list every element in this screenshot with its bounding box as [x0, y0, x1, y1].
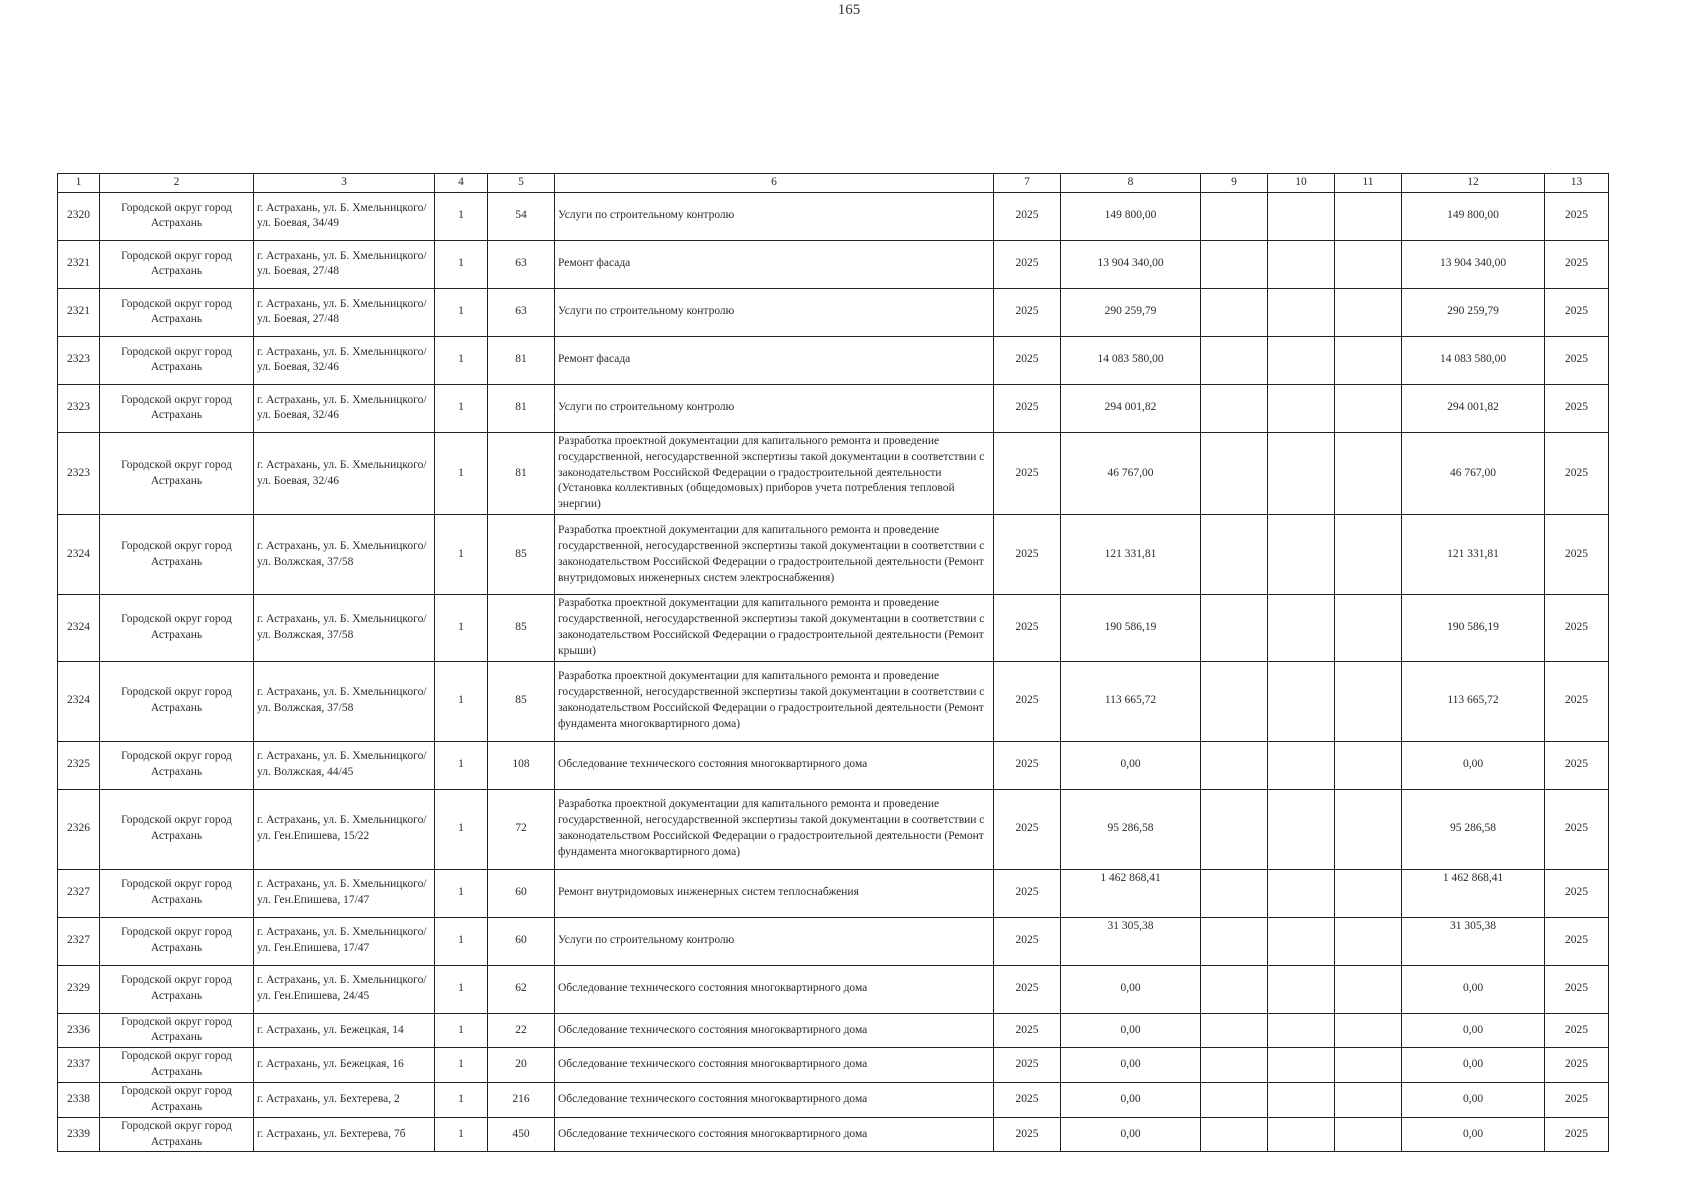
table-row: [58, 192, 1609, 240]
year-cell: 2025: [994, 1117, 1061, 1152]
address-cell: г. Астрахань, ул. Б. Хмельницкого/ ул. Волжская, 44/45: [254, 741, 435, 789]
column-5-cell: 85: [488, 595, 555, 661]
table-body: [58, 192, 1609, 1152]
total-amount-cell: 0,00: [1402, 1083, 1545, 1118]
work-type-cell: Услуги по строительному контролю: [555, 384, 994, 432]
amount-cell: 190 586,19: [1061, 595, 1201, 661]
municipality-cell: Городской округ город Астрахань: [100, 1117, 254, 1152]
column-5-cell: 62: [488, 965, 555, 1013]
work-type-cell: Услуги по строительному контролю: [555, 288, 994, 336]
municipality-cell: Городской округ город Астрахань: [100, 192, 254, 240]
column-5-cell: 108: [488, 741, 555, 789]
year-cell: 2025: [994, 432, 1061, 514]
amount-cell: 113 665,72: [1061, 661, 1201, 741]
row-number-cell: 2327: [58, 869, 100, 917]
column-11-cell: [1335, 1083, 1402, 1118]
column-4-cell: 1: [435, 1048, 488, 1083]
column-9-cell: [1201, 288, 1268, 336]
work-type-cell: Разработка проектной документации для капитального ремонта и проведение государственной, негосударственной экспертизы такой документации в соответствии с законодательством Российской Федерации о градостроительной деятельности (Ремонт фундамента многоквартирного дома): [555, 661, 994, 741]
address-cell: г. Астрахань, ул. Б. Хмельницкого/ ул. Волжская, 37/58: [254, 661, 435, 741]
completion-year-cell: 2025: [1545, 192, 1609, 240]
municipality-cell: Городской округ город Астрахань: [100, 288, 254, 336]
column-4-cell: 1: [435, 515, 488, 595]
municipality-cell: Городской округ город Астрахань: [100, 384, 254, 432]
table-row: [58, 240, 1609, 288]
amount-cell: 149 800,00: [1061, 192, 1201, 240]
work-type-cell: Услуги по строительному контролю: [555, 192, 994, 240]
table-row: [58, 789, 1609, 869]
table-row: [58, 595, 1609, 661]
column-10-cell: [1268, 1048, 1335, 1083]
address-cell: г. Астрахань, ул. Б. Хмельницкого/ ул. Волжская, 37/58: [254, 595, 435, 661]
amount-cell: 14 083 580,00: [1061, 336, 1201, 384]
table-row: [58, 661, 1609, 741]
column-number-header: 10: [1268, 174, 1335, 193]
year-cell: 2025: [994, 1083, 1061, 1118]
column-number-row: [58, 174, 1609, 193]
total-amount-cell: 113 665,72: [1402, 661, 1545, 741]
year-cell: 2025: [994, 869, 1061, 917]
completion-year-cell: 2025: [1545, 661, 1609, 741]
address-cell: г. Астрахань, ул. Б. Хмельницкого/ ул. Ген.Епишева, 17/47: [254, 917, 435, 965]
column-9-cell: [1201, 432, 1268, 514]
municipality-cell: Городской округ город Астрахань: [100, 741, 254, 789]
completion-year-cell: 2025: [1545, 288, 1609, 336]
municipality-cell: Городской округ город Астрахань: [100, 917, 254, 965]
column-5-cell: 450: [488, 1117, 555, 1152]
column-5-cell: 216: [488, 1083, 555, 1118]
column-11-cell: [1335, 917, 1402, 965]
address-cell: г. Астрахань, ул. Б. Хмельницкого/ ул. Боевая, 27/48: [254, 240, 435, 288]
column-number-header: 7: [994, 174, 1061, 193]
total-amount-cell: 121 331,81: [1402, 515, 1545, 595]
year-cell: 2025: [994, 1013, 1061, 1048]
municipality-cell: Городской округ город Астрахань: [100, 869, 254, 917]
row-number-cell: 2324: [58, 515, 100, 595]
address-cell: г. Астрахань, ул. Б. Хмельницкого/ ул. Боевая, 32/46: [254, 384, 435, 432]
column-9-cell: [1201, 869, 1268, 917]
completion-year-cell: 2025: [1545, 1117, 1609, 1152]
total-amount-cell: 13 904 340,00: [1402, 240, 1545, 288]
address-cell: г. Астрахань, ул. Б. Хмельницкого/ ул. Ген.Епишева, 15/22: [254, 789, 435, 869]
work-type-cell: Разработка проектной документации для капитального ремонта и проведение государственной, негосударственной экспертизы такой документации в соответствии с законодательством Российской Федерации о градостроительной деятельности (Ремонт фундамента многоквартирного дома): [555, 789, 994, 869]
column-5-cell: 60: [488, 869, 555, 917]
total-amount-cell: 0,00: [1402, 1013, 1545, 1048]
completion-year-cell: 2025: [1545, 869, 1609, 917]
row-number-cell: 2338: [58, 1083, 100, 1118]
row-number-cell: 2321: [58, 288, 100, 336]
year-cell: 2025: [994, 384, 1061, 432]
table-row: [58, 869, 1609, 917]
column-number-header: 3: [254, 174, 435, 193]
column-number-header: 1: [58, 174, 100, 193]
completion-year-cell: 2025: [1545, 1048, 1609, 1083]
column-9-cell: [1201, 1048, 1268, 1083]
column-9-cell: [1201, 741, 1268, 789]
column-4-cell: 1: [435, 384, 488, 432]
work-type-cell: Обследование технического состояния многоквартирного дома: [555, 1048, 994, 1083]
table-row: [58, 1117, 1609, 1152]
completion-year-cell: 2025: [1545, 515, 1609, 595]
column-number-header: 11: [1335, 174, 1402, 193]
year-cell: 2025: [994, 240, 1061, 288]
amount-cell: 0,00: [1061, 965, 1201, 1013]
completion-year-cell: 2025: [1545, 384, 1609, 432]
column-9-cell: [1201, 336, 1268, 384]
total-amount-cell: 14 083 580,00: [1402, 336, 1545, 384]
completion-year-cell: 2025: [1545, 917, 1609, 965]
column-4-cell: 1: [435, 192, 488, 240]
column-10-cell: [1268, 240, 1335, 288]
amount-cell: 290 259,79: [1061, 288, 1201, 336]
column-11-cell: [1335, 336, 1402, 384]
work-type-cell: Обследование технического состояния многоквартирного дома: [555, 965, 994, 1013]
total-amount-cell: 0,00: [1402, 1117, 1545, 1152]
year-cell: 2025: [994, 917, 1061, 965]
row-number-cell: 2336: [58, 1013, 100, 1048]
column-11-cell: [1335, 384, 1402, 432]
completion-year-cell: 2025: [1545, 336, 1609, 384]
amount-cell: 13 904 340,00: [1061, 240, 1201, 288]
total-amount-cell: 290 259,79: [1402, 288, 1545, 336]
amount-cell: 0,00: [1061, 1083, 1201, 1118]
row-number-cell: 2321: [58, 240, 100, 288]
total-amount-cell: 0,00: [1402, 1048, 1545, 1083]
column-number-header: 5: [488, 174, 555, 193]
row-number-cell: 2323: [58, 432, 100, 514]
column-4-cell: 1: [435, 288, 488, 336]
column-5-cell: 60: [488, 917, 555, 965]
total-amount-cell: 149 800,00: [1402, 192, 1545, 240]
row-number-cell: 2329: [58, 965, 100, 1013]
amount-cell: 46 767,00: [1061, 432, 1201, 514]
amount-cell: 31 305,38: [1061, 917, 1201, 965]
column-10-cell: [1268, 869, 1335, 917]
municipality-cell: Городской округ город Астрахань: [100, 1013, 254, 1048]
column-5-cell: 54: [488, 192, 555, 240]
column-4-cell: 1: [435, 965, 488, 1013]
table-row: [58, 741, 1609, 789]
address-cell: г. Астрахань, ул. Б. Хмельницкого/ ул. Ген.Епишева, 17/47: [254, 869, 435, 917]
municipality-cell: Городской округ город Астрахань: [100, 965, 254, 1013]
municipality-cell: Городской округ город Астрахань: [100, 240, 254, 288]
work-type-cell: Обследование технического состояния многоквартирного дома: [555, 1013, 994, 1048]
completion-year-cell: 2025: [1545, 741, 1609, 789]
total-amount-cell: 95 286,58: [1402, 789, 1545, 869]
amount-cell: 0,00: [1061, 741, 1201, 789]
column-10-cell: [1268, 965, 1335, 1013]
column-5-cell: 81: [488, 432, 555, 514]
total-amount-cell: 294 001,82: [1402, 384, 1545, 432]
completion-year-cell: 2025: [1545, 432, 1609, 514]
table-row: [58, 965, 1609, 1013]
row-number-cell: 2320: [58, 192, 100, 240]
row-number-cell: 2324: [58, 661, 100, 741]
total-amount-cell: 0,00: [1402, 965, 1545, 1013]
column-9-cell: [1201, 1117, 1268, 1152]
year-cell: 2025: [994, 288, 1061, 336]
year-cell: 2025: [994, 741, 1061, 789]
completion-year-cell: 2025: [1545, 240, 1609, 288]
column-9-cell: [1201, 917, 1268, 965]
column-5-cell: 72: [488, 789, 555, 869]
column-number-header: 12: [1402, 174, 1545, 193]
completion-year-cell: 2025: [1545, 789, 1609, 869]
address-cell: г. Астрахань, ул. Бехтерева, 2: [254, 1083, 435, 1118]
table-row: [58, 336, 1609, 384]
column-10-cell: [1268, 336, 1335, 384]
total-amount-cell: 0,00: [1402, 741, 1545, 789]
column-10-cell: [1268, 917, 1335, 965]
column-11-cell: [1335, 240, 1402, 288]
year-cell: 2025: [994, 1048, 1061, 1083]
column-4-cell: 1: [435, 741, 488, 789]
row-number-cell: 2337: [58, 1048, 100, 1083]
row-number-cell: 2323: [58, 384, 100, 432]
amount-cell: 0,00: [1061, 1117, 1201, 1152]
year-cell: 2025: [994, 789, 1061, 869]
column-10-cell: [1268, 432, 1335, 514]
amount-cell: 0,00: [1061, 1048, 1201, 1083]
work-type-cell: Разработка проектной документации для капитального ремонта и проведение государственной, негосударственной экспертизы такой документации в соответствии с законодательством Российской Федерации о градостроительной деятельности (Ремонт внутридомовых инженерных систем электроснабжения): [555, 515, 994, 595]
year-cell: 2025: [994, 515, 1061, 595]
municipality-cell: Городской округ город Астрахань: [100, 515, 254, 595]
column-11-cell: [1335, 741, 1402, 789]
municipality-cell: Городской округ город Астрахань: [100, 789, 254, 869]
column-10-cell: [1268, 384, 1335, 432]
column-9-cell: [1201, 789, 1268, 869]
column-number-header: 6: [555, 174, 994, 193]
column-number-header: 8: [1061, 174, 1201, 193]
column-11-cell: [1335, 288, 1402, 336]
column-5-cell: 63: [488, 240, 555, 288]
column-5-cell: 81: [488, 336, 555, 384]
column-5-cell: 20: [488, 1048, 555, 1083]
column-11-cell: [1335, 789, 1402, 869]
work-type-cell: Обследование технического состояния многоквартирного дома: [555, 1117, 994, 1152]
column-11-cell: [1335, 1048, 1402, 1083]
column-9-cell: [1201, 384, 1268, 432]
table-row: [58, 1083, 1609, 1118]
column-11-cell: [1335, 965, 1402, 1013]
column-9-cell: [1201, 1083, 1268, 1118]
capital-repair-table: [57, 173, 1609, 1152]
column-10-cell: [1268, 789, 1335, 869]
year-cell: 2025: [994, 192, 1061, 240]
table-row: [58, 515, 1609, 595]
column-4-cell: 1: [435, 869, 488, 917]
column-11-cell: [1335, 192, 1402, 240]
address-cell: г. Астрахань, ул. Бежецкая, 14: [254, 1013, 435, 1048]
column-5-cell: 85: [488, 661, 555, 741]
column-9-cell: [1201, 1013, 1268, 1048]
amount-cell: 95 286,58: [1061, 789, 1201, 869]
column-4-cell: 1: [435, 1117, 488, 1152]
address-cell: г. Астрахань, ул. Б. Хмельницкого/ ул. Боевая, 32/46: [254, 336, 435, 384]
year-cell: 2025: [994, 336, 1061, 384]
table-row: [58, 288, 1609, 336]
table-row: [58, 1048, 1609, 1083]
column-11-cell: [1335, 661, 1402, 741]
total-amount-cell: 31 305,38: [1402, 917, 1545, 965]
completion-year-cell: 2025: [1545, 1013, 1609, 1048]
column-9-cell: [1201, 240, 1268, 288]
address-cell: г. Астрахань, ул. Б. Хмельницкого/ ул. Волжская, 37/58: [254, 515, 435, 595]
amount-cell: 1 462 868,41: [1061, 869, 1201, 917]
page-number: 165: [837, 2, 861, 18]
column-4-cell: 1: [435, 789, 488, 869]
address-cell: г. Астрахань, ул. Б. Хмельницкого/ ул. Боевая, 32/46: [254, 432, 435, 514]
column-10-cell: [1268, 1083, 1335, 1118]
total-amount-cell: 46 767,00: [1402, 432, 1545, 514]
municipality-cell: Городской округ город Астрахань: [100, 661, 254, 741]
column-4-cell: 1: [435, 432, 488, 514]
column-4-cell: 1: [435, 661, 488, 741]
table-row: [58, 917, 1609, 965]
address-cell: г. Астрахань, ул. Бежецкая, 16: [254, 1048, 435, 1083]
work-type-cell: Ремонт фасада: [555, 240, 994, 288]
work-type-cell: Обследование технического состояния многоквартирного дома: [555, 741, 994, 789]
work-type-cell: Разработка проектной документации для капитального ремонта и проведение государственной, негосударственной экспертизы такой документации в соответствии с законодательством Российской Федерации о градостроительной деятельности (Ремонт крыши): [555, 595, 994, 661]
column-10-cell: [1268, 1013, 1335, 1048]
completion-year-cell: 2025: [1545, 1083, 1609, 1118]
column-5-cell: 81: [488, 384, 555, 432]
column-4-cell: 1: [435, 595, 488, 661]
table-row: [58, 432, 1609, 514]
column-10-cell: [1268, 192, 1335, 240]
column-11-cell: [1335, 1013, 1402, 1048]
column-11-cell: [1335, 595, 1402, 661]
work-type-cell: Обследование технического состояния многоквартирного дома: [555, 1083, 994, 1118]
column-4-cell: 1: [435, 917, 488, 965]
column-11-cell: [1335, 1117, 1402, 1152]
work-type-cell: Разработка проектной документации для капитального ремонта и проведение государственной, негосударственной экспертизы такой документации в соответствии с законодательством Российской Федерации о градостроительной деятельности (Установка коллективных (общедомовых) приборов учета потребления тепловой энергии): [555, 432, 994, 514]
address-cell: г. Астрахань, ул. Б. Хмельницкого/ ул. Ген.Епишева, 24/45: [254, 965, 435, 1013]
completion-year-cell: 2025: [1545, 965, 1609, 1013]
municipality-cell: Городской округ город Астрахань: [100, 595, 254, 661]
amount-cell: 0,00: [1061, 1013, 1201, 1048]
amount-cell: 121 331,81: [1061, 515, 1201, 595]
row-number-cell: 2327: [58, 917, 100, 965]
work-type-cell: Ремонт внутридомовых инженерных систем теплоснабжения: [555, 869, 994, 917]
total-amount-cell: 1 462 868,41: [1402, 869, 1545, 917]
work-type-cell: Ремонт фасада: [555, 336, 994, 384]
column-10-cell: [1268, 288, 1335, 336]
table-row: [58, 1013, 1609, 1048]
row-number-cell: 2326: [58, 789, 100, 869]
column-4-cell: 1: [435, 1083, 488, 1118]
year-cell: 2025: [994, 595, 1061, 661]
column-11-cell: [1335, 869, 1402, 917]
column-10-cell: [1268, 661, 1335, 741]
total-amount-cell: 190 586,19: [1402, 595, 1545, 661]
address-cell: г. Астрахань, ул. Б. Хмельницкого/ ул. Боевая, 34/49: [254, 192, 435, 240]
column-number-header: 2: [100, 174, 254, 193]
municipality-cell: Городской округ город Астрахань: [100, 1083, 254, 1118]
year-cell: 2025: [994, 661, 1061, 741]
municipality-cell: Городской округ город Астрахань: [100, 432, 254, 514]
column-10-cell: [1268, 1117, 1335, 1152]
year-cell: 2025: [994, 965, 1061, 1013]
row-number-cell: 2325: [58, 741, 100, 789]
row-number-cell: 2324: [58, 595, 100, 661]
column-5-cell: 85: [488, 515, 555, 595]
column-10-cell: [1268, 741, 1335, 789]
municipality-cell: Городской округ город Астрахань: [100, 336, 254, 384]
municipality-cell: Городской округ город Астрахань: [100, 1048, 254, 1083]
row-number-cell: 2323: [58, 336, 100, 384]
column-number-header: 13: [1545, 174, 1609, 193]
column-5-cell: 22: [488, 1013, 555, 1048]
column-4-cell: 1: [435, 336, 488, 384]
column-9-cell: [1201, 595, 1268, 661]
address-cell: г. Астрахань, ул. Бехтерева, 7б: [254, 1117, 435, 1152]
table-row: [58, 384, 1609, 432]
completion-year-cell: 2025: [1545, 595, 1609, 661]
column-4-cell: 1: [435, 1013, 488, 1048]
column-10-cell: [1268, 595, 1335, 661]
row-number-cell: 2339: [58, 1117, 100, 1152]
column-4-cell: 1: [435, 240, 488, 288]
column-9-cell: [1201, 515, 1268, 595]
column-11-cell: [1335, 515, 1402, 595]
column-11-cell: [1335, 432, 1402, 514]
column-9-cell: [1201, 965, 1268, 1013]
amount-cell: 294 001,82: [1061, 384, 1201, 432]
work-type-cell: Услуги по строительному контролю: [555, 917, 994, 965]
column-5-cell: 63: [488, 288, 555, 336]
column-10-cell: [1268, 515, 1335, 595]
column-number-header: 9: [1201, 174, 1268, 193]
column-9-cell: [1201, 192, 1268, 240]
column-9-cell: [1201, 661, 1268, 741]
column-number-header: 4: [435, 174, 488, 193]
address-cell: г. Астрахань, ул. Б. Хмельницкого/ ул. Боевая, 27/48: [254, 288, 435, 336]
